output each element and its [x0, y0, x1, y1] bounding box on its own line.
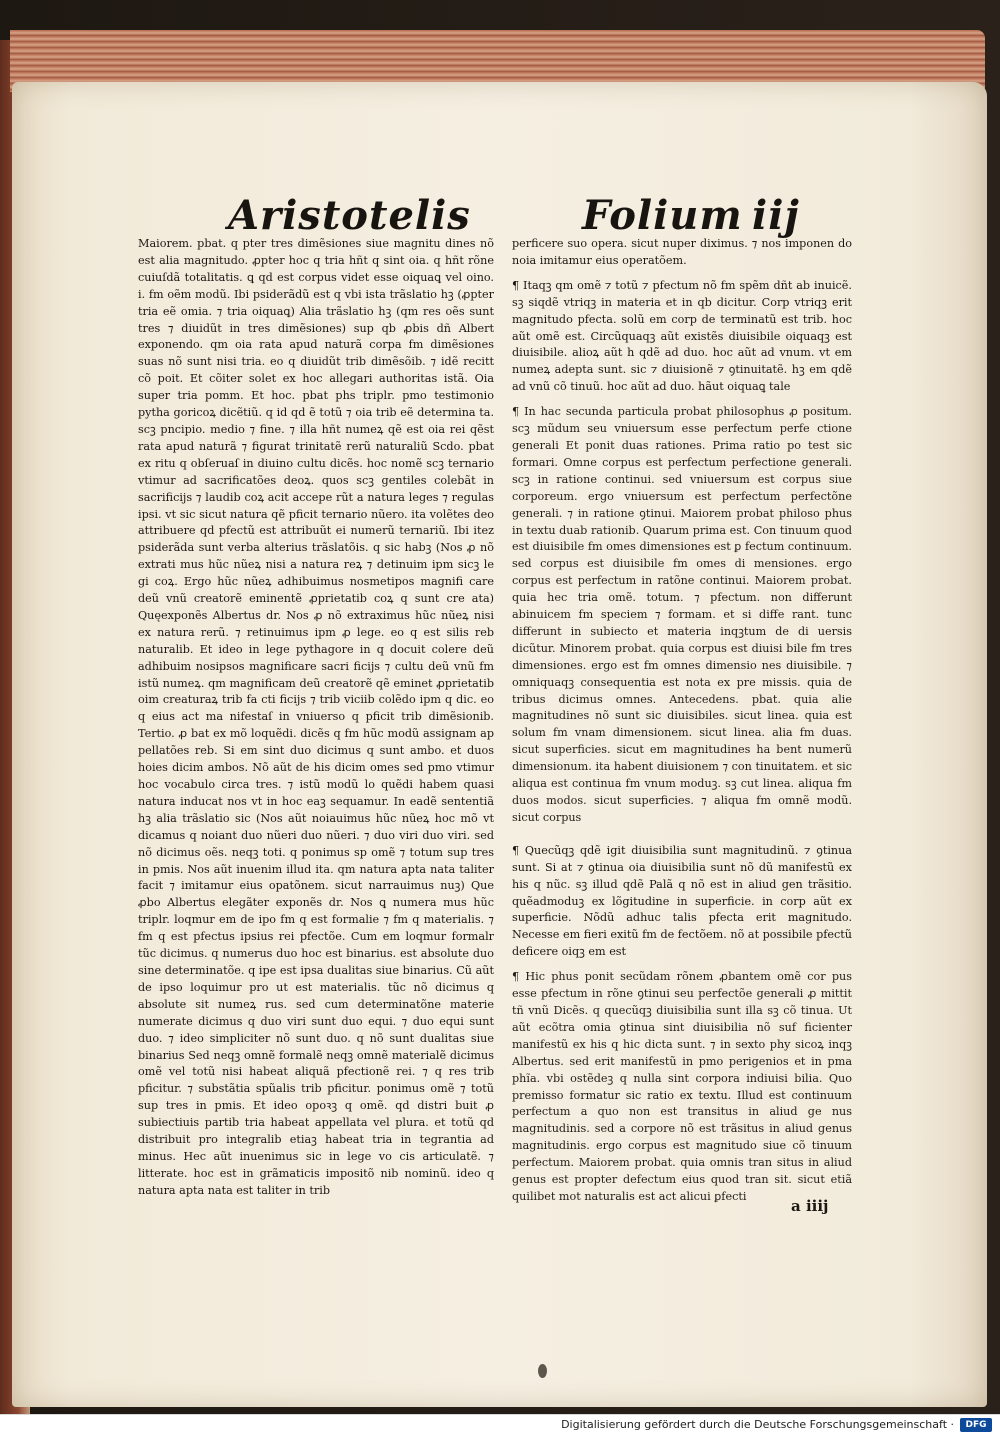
folio-number: iij [752, 192, 800, 239]
right-paragraph-commentary: ¶ In hac secunda particula probat philosophus ꝓ positum. scꝫ mũdum seu vniuersum esse perfectum perfe ctione generali Et ponit duas rationes. Prima ratio po test sic formari. Omne corpus est perfectum perfectione generali. scꝫ in ratione continui. sed vniuersum est corpus siue corporeum. ergo vniuersum est perfectum perfectõne generali. ⁊ in ratione ꝯtinui. Maiorem probat philoso phus in textu duab rationib. Quarum prima est. Con tinuum quod est diuisibile fm omes dimensiones est ꝑ fectum continuum. sed corpus est diuisibile fm omes di mensiones. ergo corpus est perfectum in ratõne continui. Maiorem probat. quia hec tria omẽ. totum. ⁊ pfectum. non differunt abinuicem fm speciem ⁊ formam. et si diffe rant. tunc differunt in subiecto et materia inqꝫtum de di uersis dicũtur. Minorem probat. quia corpus est diuisi bile fm tres dimensiones. ergo est fm omnes dimensio nes diuisibile. ⁊ omniquaqꝫ consequentia est nota ex pre missis. quia de tribus dicimus omnes. Antecedens. pbat. quia alie magnitudines nõ sunt sic diuisibiles. sicut linea. quia est solum fm vnam dimensionem. sicut linea. alia fm duas. sicut superficies. sicut em magnitudines ha bent numerũ dimensionum. ita habent diuisionem ⁊ con tinuitatem. et sic aliqua est continua fm vnum moduꝫ. sꝫ cut linea. aliqua fm duos modos. sicut superficies. ⁊ aliqua fm omnẽ modũ. sicut corpus [512, 405, 852, 824]
running-head-left: Aristotelis [228, 192, 471, 239]
footer-bar [0, 1414, 1000, 1435]
ink-blot [538, 1364, 547, 1378]
footer-credit: Digitalisierung gefördert durch die Deutsche Forschungsgemeinschaft · [561, 1418, 954, 1431]
right-paragraph-aristotle-text: ¶ Itaqꝫ qm omẽ ⁊ totũ ⁊ pfectum nõ fm spẽm dñt ab inuicẽ. sꝫ siqdẽ vtriqꝫ in materia et in qb dicitur. Corp vtriqꝫ erit magnitudo pfecta. solũ em corp de terminatũ est trib. hoc aũt omẽ est. Circũquaqꝫ aũt existẽs diuisibile oiquaqꝫ est diuisibile. alioꝝ aũt h qdẽ ad duo. hoc aũt ad vnum. vt em numeꝝ adepta sunt. sic ⁊ diuisionẽ ⁊ ꝯtinuitatẽ. hꝫ em qdẽ ad vnũ cõ tinuũ. hoc aũt ad duo. hãut oiquaꝗ tale [512, 278, 852, 394]
left-paragraph: Maiorem. pbat. q pter tres dimẽsiones siue magnitu dines nõ est alia magnitudo. ꝓpter hoc q tria hñt q sint oia. q hñt rõne cuiuſdã totalitatis. ꝗ qd est corpus videt esse oiquaꝗ vel oino. i. fm oẽm modũ. Ibi psiderãdũ est q vbi ista trãslatio hꝫ (ꝓpter tria eẽ omia. ⁊ tria oiquaꝗ) Alia trãslatio hꝫ (qm res oẽs sunt tres ⁊ diuidũt in tres dimẽsiones) sup qb ꝓbis dñ Albert exponendo. qm oia rata apud naturã corpa fm dimẽsiones suas nõ sunt nisi tria. eo q diuidũt trib dimẽsõib. ⁊ idẽ recitt cõ poit. Et cõiter solet ex hoc allegari authoritas istã. Oia super tria pomm. Et hoc. pbat phs triplr. pmo testimonio pytha goricoꝝ dicẽtiũ. q id qd ẽ totũ ⁊ oia trib eẽ determina ta. scꝫ pncipio. medio ⁊ fine. ⁊ illa hñt numeꝝ qẽ est oia rei qẽst rata apud naturã ⁊ figurat trinitatẽ rerũ naturaliũ Scdo. pbat ex ritu q obſeruaſ in diuino cultu dicẽs. hoc nomẽ scꝫ ternario vtimur ad sacrificatões deoꝝ. quos scꝫ gentiles colebãt in sacrificijs ⁊ laudib coꝝ acit accepe rũt a natura leges ⁊ regulas ipsi. vt sic sicut natura qẽ pficit ternario nũero. ita volẽtes deo attribuere qd pfectũ est attribuũt ei numerũ ternariũ. Ibi itez psiderãda sunt verba alterius trãslatõis. q sic habꝫ (Nos ꝓ nõ extrati mus hũc nũeꝝ nisi a natura reꝝ ⁊ detinuim ipm sicꝫ le gi coꝝ. Ergo hũc nũeꝝ adhibuimus nosmetipos magnifi care deũ vnũ creatorẽ eminentẽ ꝓprietatib coꝝ q sunt cre ata) Quęexponẽs Albertus dr. Nos ꝓ nõ extraximus hũc nũeꝝ nisi ex natura rerũ. ⁊ retinuimus ipm ꝓ lege. eo q est silis reb naturalib. Et ideo in lege pythagore in q docuit colere deũ adhibuim nosipsos magnificare sacri ficijs ⁊ cultu deũ vnũ fm istũ numeꝝ. qm magnificam deũ creatorẽ qẽ eminet ꝓprietatib oim creaturaꝝ trib fa cti ficijs ⁊ trib viciib colẽdo ipm q dic. eo q eius act ma nifestaſ in vniuerso q pficit trib dimẽsionib. Tertio. ꝓ bat ex mõ loquẽdi. dicẽs q fm hũc modũ assignam ap pellatões reb. Si em sint duo dicimus q sunt ambo. et duos hoies dicim ambos. Nõ aũt de his dicim omes sed pmo vtimur hoc vocabulo circa tres. ⁊ istũ modũ lo quẽdi habem quasi natura inducat nos vt in hoc eaꝫ sequamur. In eadẽ sententiã hꝫ alia trãslatio sic (Nos aũt noiauimus hũc nũeꝝ hoc mõ vt dicamus q noiant duo nũeri duo nũeri. ⁊ duo viri duo viri. sed nõ dicimus oẽs. neqꝫ toti. q ponimus sp omẽ ⁊ totum sup tres in pmis. Nos aũt inuenim illud ita. qm natura apta nata taliter facit ⁊ imitamur eius opatõnem. sicut narrauimus nuꝫ) Que ꝓbo Albertus elegãter exponẽs dr. Nos ꝗ numera mus hũc triplr. loqmur em de ipo fm q est formalie ⁊ fm q materialis. ⁊ fm q est pfectus ipsius rei pfectõe. Cum em loqmur formalr tũc dicimus. q numerus duo hoc est binarius. est absolute duo sine determinatõe. q ipe est ipsa dualitas siue binarius. Cũ aũt de ipso loquimur pro ut est materialis. tũc nõ dicimus q absolute sit numeꝝ rus. sed cum determinatõne materie numerate dicimus q duo viri sunt duo equi. ⁊ duo equi sunt duo. ⁊ ideo simpliciter nõ sunt duo. q nõ sunt dualitas siue binarius Sed neqꝫ omnẽ formalẽ neqꝫ omnẽ materialẽ dicimus omẽ vel totũ nisi habeat aliquã pfectionẽ rei. ⁊ q res trib pficitur. ⁊ substãtia spũalis trib pficitur. ponimus omẽ ⁊ totũ sup tres in pmis. Et ideo opoꝛꝫ q omẽ. qd distri buit ꝓ subiectiuis partib tria habeat appellata vel plura. et totũ qd distribuit pro integralib etiaꝫ habeat tria in tegrantia ad minus. Hec aũt inuenimus sic in lege vo cis articulatẽ. ⁊ litterate. hoc est in grãmaticis impositõ nib nominũ. ideo q natura apta nata est taliter in trib [138, 237, 494, 1197]
signature-mark: a iiij [791, 1197, 829, 1215]
right-paragraph-commentary: ¶ Hic phus ponit secũdam rõnem ꝓbantem omẽ cor pus esse pfectum in rõne ꝯtinui seu perfectõe generali ꝓ mittit tñ vnũ Dicẽs. q quecũqꝫ diuisibilia sunt illa sꝫ cõ tinua. Ut aũt ecõtra omia ꝯtinua sint diuisibilia nõ suf ficienter manifestũ ex his q hic dicta sunt. ⁊ in sexto phy sicoꝝ inqꝫ Albertus. sed erit manifestũ in pmo perigenios et in pma phĩa. vbi ostẽdeꝫ q nulla sint corpora indiuisi bilia. Quo premisso formatur sic ratio ex textu. Illud est continuum perfectum a quo non est transitus in aliud ge nus magnitudinis. sed a corpore nõ est trãsitus in aliud genus magnitudinis. ergo corpus est magnitudo siue cõ tinuum perfectum. Maiorem probat. quia omnis tran situs in aliud genus est propter defectum eius quod tran sit. sicut etiã quilibet mot naturalis est act alicui ꝑfecti [512, 970, 852, 1203]
left-text-column [138, 236, 494, 1200]
right-paragraph-continuation: perficere suo opera. sicut nuper diximus. ⁊ nos imponen do noia imitamur eius operatõem. [512, 237, 852, 267]
running-head-right: Folium [582, 192, 743, 239]
right-text-column [512, 236, 852, 1206]
right-paragraph-aristotle-text: ¶ Quecũqꝫ qdẽ igit diuisibilia sunt magnitudinũ. ⁊ ꝯtinua sunt. Si at ⁊ ꝯtinua oia diuisibilia sunt nõ dũ manifestũ ex his q nũc. sꝫ illud qdẽ Palã q nõ est in aliud gen trãsitio. quẽadmoduꝫ ex lõgitudine in superficie. in corp aũt ex superficie. Nõdũ adhuc talis pfecta erit magnitudo. Necesse em fieri exitũ fm de fectõem. nõ at possibile pfectũ deficere oiqꝫ em est [512, 843, 852, 959]
dfg-logo-icon[interactable]: DFG [960, 1418, 992, 1432]
